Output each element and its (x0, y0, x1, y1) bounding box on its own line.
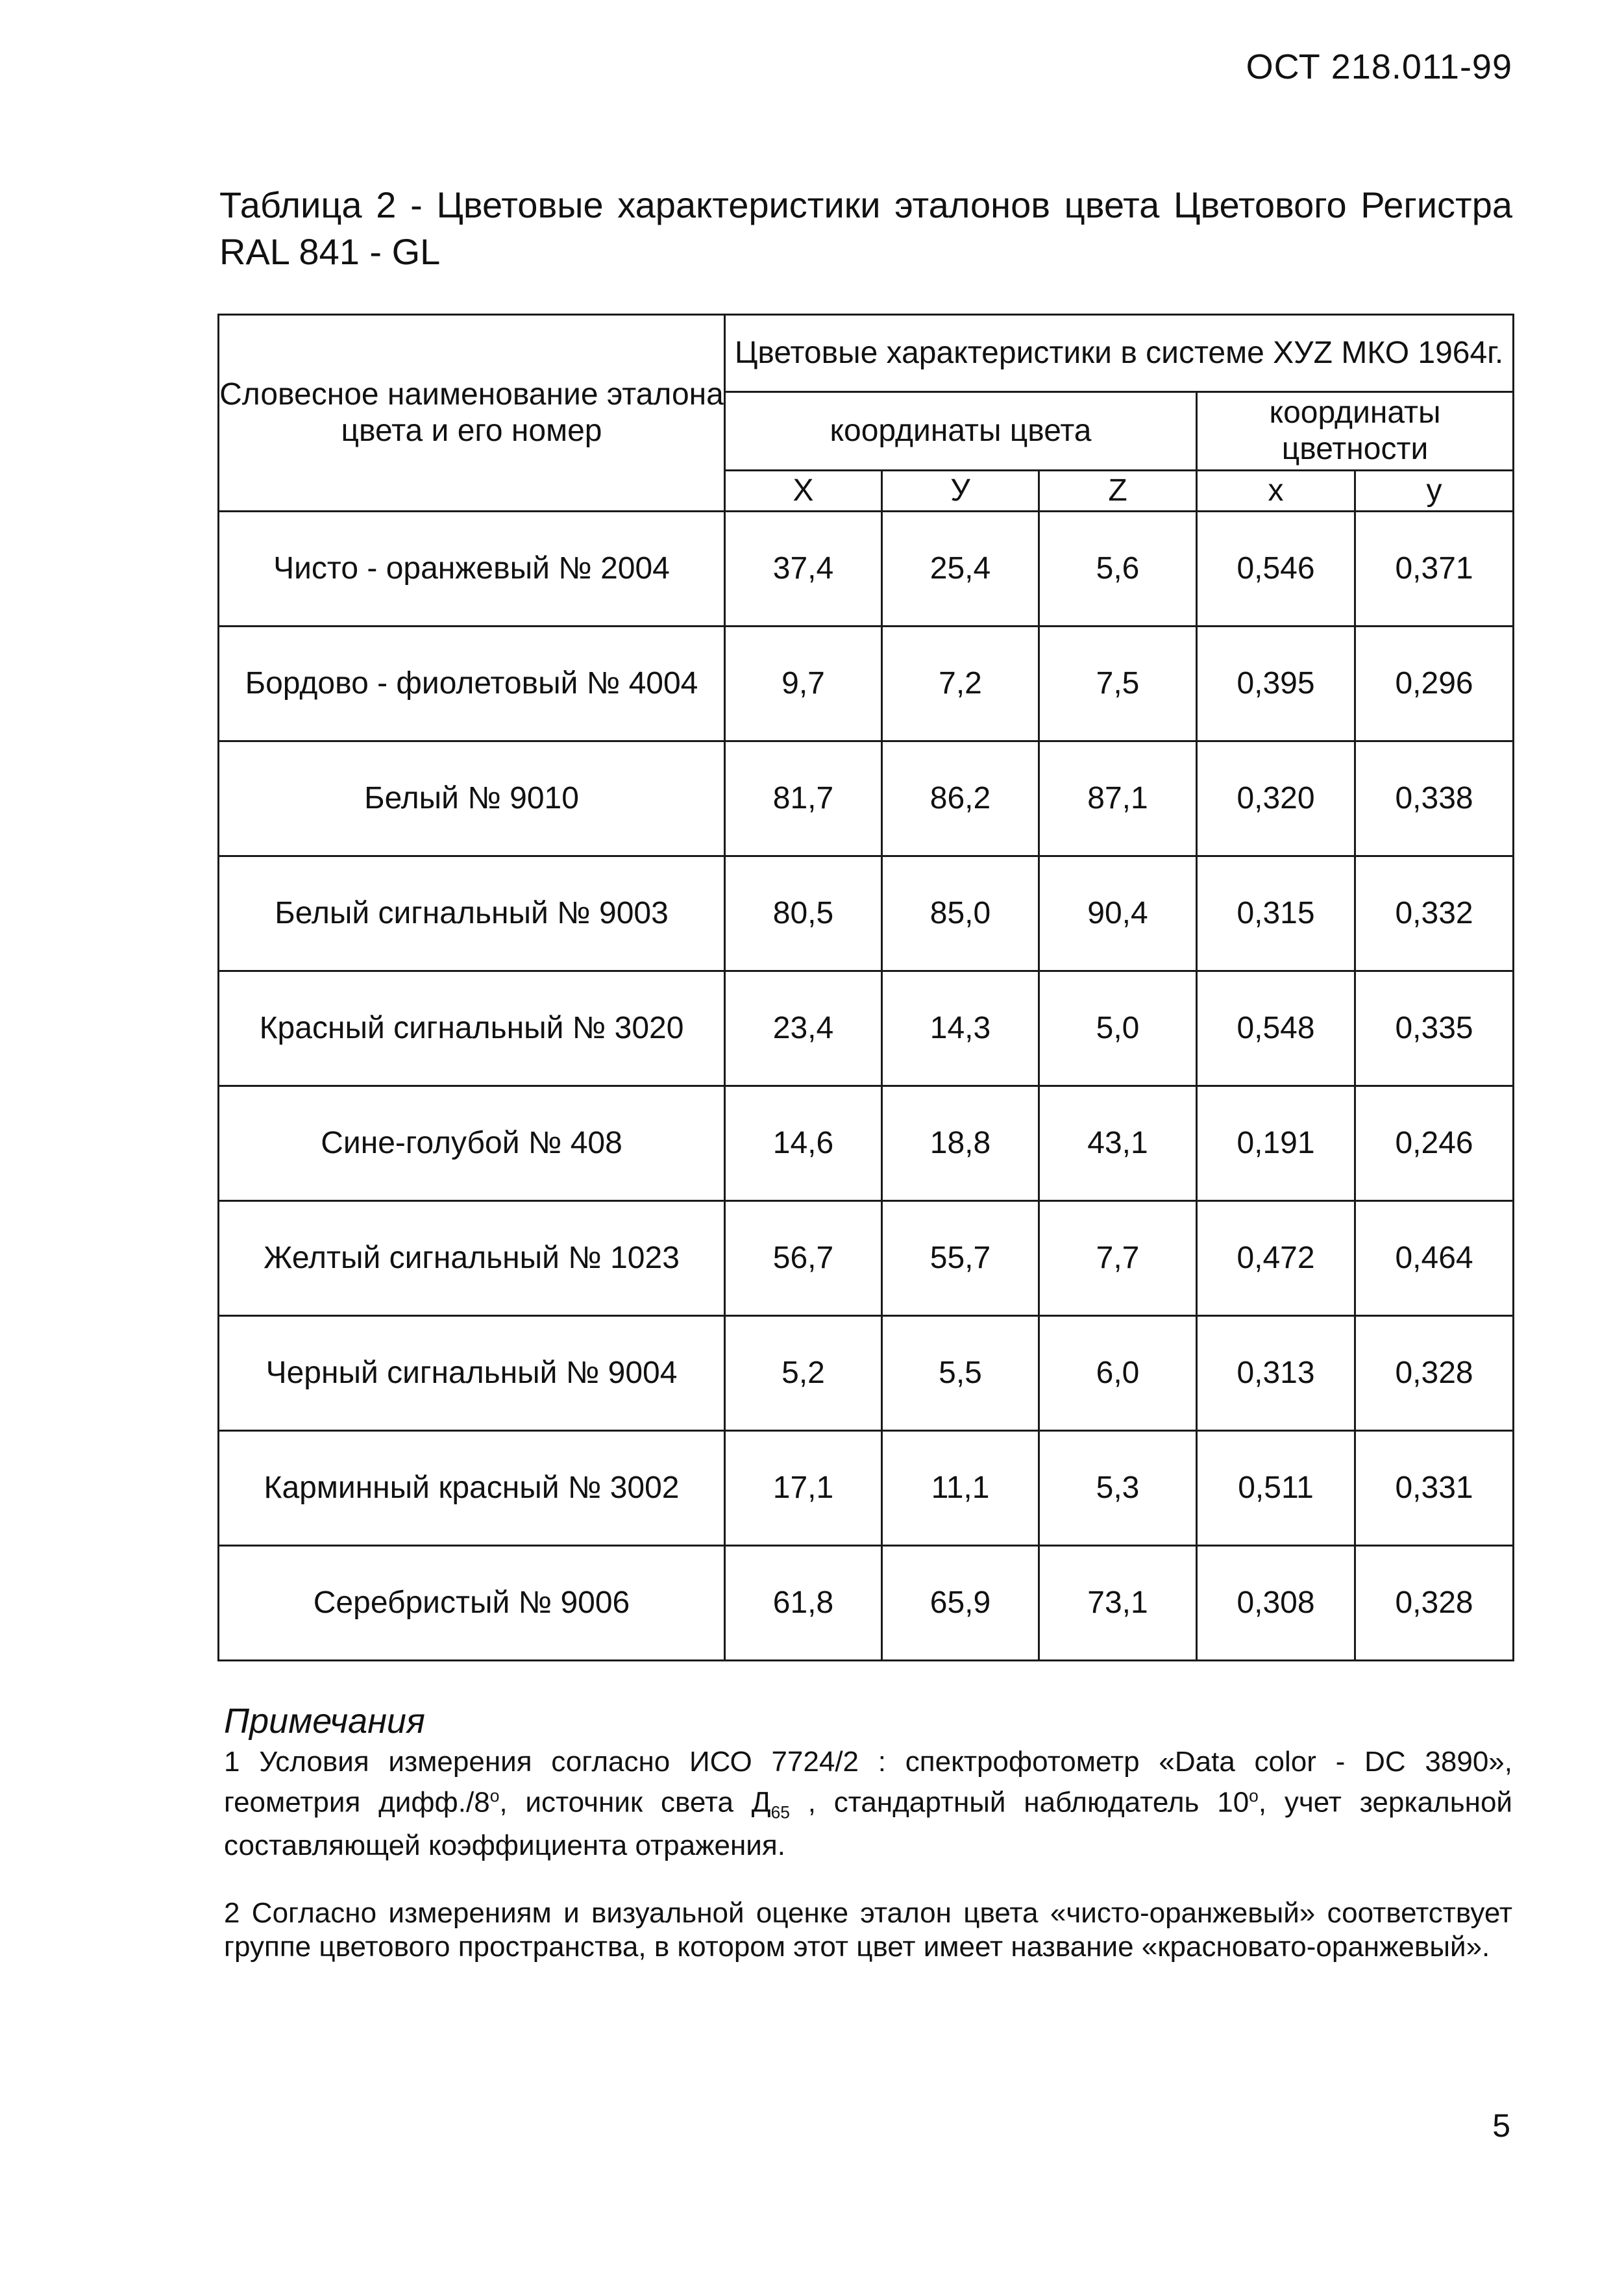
illuminant-subscript: 65 (770, 1802, 790, 1822)
table-row (219, 1546, 1514, 1661)
cell-x: 0,472 (1197, 1201, 1355, 1316)
table-row (219, 856, 1514, 971)
table-row (219, 1431, 1514, 1546)
cell-Z: 90,4 (1039, 856, 1197, 971)
column-header-y-lower: y (1355, 471, 1514, 512)
degree-sign-1: о (489, 1786, 500, 1806)
cell-name: Черный сигнальный № 9004 (219, 1316, 725, 1431)
cell-X: 9,7 (725, 627, 882, 741)
cell-Y: 65,9 (882, 1546, 1039, 1661)
cell-X: 56,7 (725, 1201, 882, 1316)
cell-Y: 7,2 (882, 627, 1039, 741)
notes-heading: Примечания (224, 1702, 425, 1741)
cell-Y: 85,0 (882, 856, 1039, 971)
cell-Z: 7,7 (1039, 1201, 1197, 1316)
table-row (219, 512, 1514, 627)
cell-name: Бордово - фиолетовый № 4004 (219, 627, 725, 741)
column-header-name: Словесное наименование эталона цвета и его номер (219, 315, 725, 512)
cell-name: Чисто - оранжевый № 2004 (219, 512, 725, 627)
cell-X: 5,2 (725, 1316, 882, 1431)
cell-Y: 11,1 (882, 1431, 1039, 1546)
cell-Z: 7,5 (1039, 627, 1197, 741)
cell-name: Белый сигнальный № 9003 (219, 856, 725, 971)
cell-name: Карминный красный № 3002 (219, 1431, 725, 1546)
cell-y: 0,328 (1355, 1316, 1514, 1431)
subgroup-header-chromaticity-coordinates: координаты цветности (1197, 392, 1514, 471)
subgroup-header-color-coordinates: координаты цвета (725, 392, 1197, 471)
cell-X: 37,4 (725, 512, 882, 627)
color-characteristics-table (217, 314, 1514, 1661)
column-header-Y: У (882, 471, 1039, 512)
table-row (219, 1316, 1514, 1431)
cell-y: 0,335 (1355, 971, 1514, 1086)
cell-Y: 5,5 (882, 1316, 1039, 1431)
cell-Y: 55,7 (882, 1201, 1039, 1316)
degree-sign-2: о (1249, 1786, 1259, 1806)
cell-Y: 25,4 (882, 512, 1039, 627)
cell-x: 0,511 (1197, 1431, 1355, 1546)
cell-Z: 5,3 (1039, 1431, 1197, 1546)
column-header-x-lower: x (1197, 471, 1355, 512)
cell-y: 0,371 (1355, 512, 1514, 627)
column-header-Z: Z (1039, 471, 1197, 512)
cell-X: 17,1 (725, 1431, 882, 1546)
table-row (219, 971, 1514, 1086)
cell-name: Желтый сигнальный № 1023 (219, 1201, 725, 1316)
cell-y: 0,464 (1355, 1201, 1514, 1316)
note-1-part-4: , учет зеркальной составляющей коэффициента отражения. (224, 1786, 1513, 1862)
cell-X: 23,4 (725, 971, 882, 1086)
note-2: 2 Согласно измерениям и визуальной оценке эталон цвета «чисто-оранжевый» соответствует группе цветового пространства, в котором этот цвет имеет название «красновато-оранжевый». (224, 1897, 1512, 1963)
table-row (219, 627, 1514, 741)
cell-x: 0,308 (1197, 1546, 1355, 1661)
table-title: Таблица 2 - Цветовые характеристики эталонов цвета Цветового Регистра RAL 841 - GL (219, 184, 1512, 272)
cell-X: 80,5 (725, 856, 882, 971)
note-1-part-3: , стандартный наблюдатель 10 (789, 1786, 1249, 1819)
document-code: ОСТ 218.011-99 (1246, 47, 1512, 86)
column-group-header: Цветовые характеристики в системе ХУZ МКО 1964г. (725, 315, 1514, 392)
cell-x: 0,546 (1197, 512, 1355, 627)
cell-y: 0,328 (1355, 1546, 1514, 1661)
cell-y: 0,332 (1355, 856, 1514, 971)
cell-X: 14,6 (725, 1086, 882, 1201)
cell-y: 0,331 (1355, 1431, 1514, 1546)
cell-Z: 73,1 (1039, 1546, 1197, 1661)
column-header-X: X (725, 471, 882, 512)
cell-X: 61,8 (725, 1546, 882, 1661)
cell-name: Серебристый № 9006 (219, 1546, 725, 1661)
cell-x: 0,313 (1197, 1316, 1355, 1431)
cell-x: 0,320 (1197, 741, 1355, 856)
table-row (219, 1201, 1514, 1316)
cell-x: 0,548 (1197, 971, 1355, 1086)
cell-y: 0,338 (1355, 741, 1514, 856)
page-number: 5 (1492, 2107, 1510, 2144)
cell-Y: 14,3 (882, 971, 1039, 1086)
cell-Y: 18,8 (882, 1086, 1039, 1201)
table-row (219, 741, 1514, 856)
cell-x: 0,315 (1197, 856, 1355, 971)
note-1-part-1: 1 Условия измерения согласно ИСО 7724/2 : спектрофотометр «Data color - DC 3890», геометрия дифф./8 (224, 1746, 1512, 1819)
notes-section (224, 1701, 1512, 1998)
table-row (219, 1086, 1514, 1201)
cell-Y: 86,2 (882, 741, 1039, 856)
cell-y: 0,246 (1355, 1086, 1514, 1201)
cell-name: Сине-голубой № 408 (219, 1086, 725, 1201)
cell-x: 0,191 (1197, 1086, 1355, 1201)
cell-y: 0,296 (1355, 627, 1514, 741)
cell-Z: 87,1 (1039, 741, 1197, 856)
cell-Z: 5,6 (1039, 512, 1197, 627)
cell-name: Красный сигнальный № 3020 (219, 971, 725, 1086)
cell-Z: 6,0 (1039, 1316, 1197, 1431)
cell-x: 0,395 (1197, 627, 1355, 741)
cell-X: 81,7 (725, 741, 882, 856)
cell-name: Белый № 9010 (219, 741, 725, 856)
note-1 (224, 1745, 1512, 1863)
cell-Z: 43,1 (1039, 1086, 1197, 1201)
cell-Z: 5,0 (1039, 971, 1197, 1086)
note-1-part-2: , источник света Д (499, 1786, 771, 1819)
